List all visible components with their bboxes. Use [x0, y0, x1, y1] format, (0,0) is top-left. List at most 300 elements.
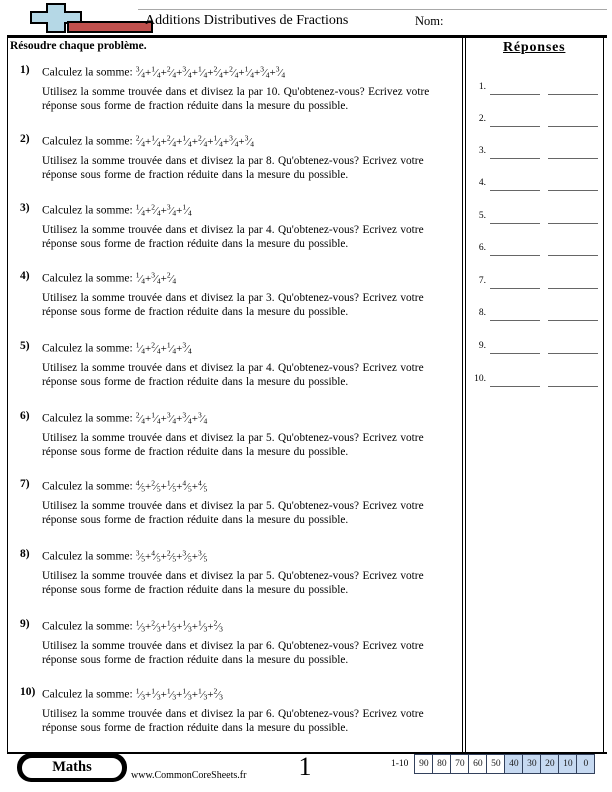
- fraction: [197, 548, 208, 563]
- fraction: [135, 133, 146, 148]
- plus-sign: +: [176, 688, 183, 701]
- plus-sign: +: [145, 66, 152, 79]
- fraction-expression: [135, 618, 223, 633]
- fraction-slash: ⁄: [217, 135, 220, 148]
- fraction-slash: ⁄: [186, 550, 188, 563]
- plus-sign: +: [145, 342, 152, 355]
- fraction-expression: [135, 64, 286, 79]
- fraction-numerator: 3: [182, 340, 187, 349]
- fraction-slash: ⁄: [155, 688, 157, 701]
- fraction-numerator: 1: [135, 202, 140, 211]
- fraction-denominator: 4: [265, 70, 270, 79]
- fraction-denominator: 5: [141, 554, 146, 563]
- plus-sign: +: [176, 204, 183, 217]
- fraction-numerator: 2: [135, 133, 140, 142]
- fraction-slash: ⁄: [201, 550, 204, 563]
- problem-prompt: Calculez la somme:: [42, 412, 133, 425]
- fraction-slash: ⁄: [139, 342, 142, 355]
- fraction-slash: ⁄: [155, 272, 157, 285]
- fraction-denominator: 4: [187, 139, 192, 148]
- fraction: [135, 202, 146, 217]
- fraction-slash: ⁄: [155, 550, 157, 563]
- fraction-numerator: 1: [213, 133, 218, 142]
- problem-instruction-line1: Utilisez la somme trouvée dans et divisez la par 5. Qu'obtenez-vous? Ecrivez votre: [42, 570, 424, 582]
- fraction-numerator: 3: [182, 410, 187, 419]
- fraction-denominator: 4: [172, 416, 177, 425]
- score-cell-10: 10: [558, 754, 577, 774]
- answer-blank-1: [490, 223, 540, 224]
- fraction-slash: ⁄: [170, 480, 173, 493]
- answer-blank-1: [490, 255, 540, 256]
- plus-sign: +: [145, 688, 152, 701]
- fraction-denominator: 4: [172, 70, 177, 79]
- problem-body: [42, 686, 458, 736]
- fraction-denominator: 3: [219, 692, 223, 701]
- fraction-denominator: 4: [281, 70, 286, 79]
- fraction: [244, 64, 254, 79]
- fraction-slash: ⁄: [186, 412, 188, 425]
- fraction-slash: ⁄: [170, 620, 173, 633]
- fraction: [182, 548, 192, 563]
- fraction-expression: [135, 202, 192, 217]
- fraction-denominator: 3: [172, 624, 177, 633]
- answers-title: Réponses: [503, 40, 566, 55]
- problem-instruction-line2: réponse sous forme de fraction réduite dans la mesure du possible.: [42, 584, 349, 597]
- fraction: [135, 548, 146, 563]
- answer-blank-2: [548, 353, 598, 354]
- fraction-slash: ⁄: [139, 620, 142, 633]
- fraction: [182, 64, 192, 79]
- fraction-numerator: 1: [197, 618, 202, 627]
- problem-body: [42, 133, 458, 183]
- problem-4: [20, 270, 458, 320]
- fraction-numerator: 3: [182, 548, 187, 557]
- plus-sign: +: [222, 135, 230, 148]
- answer-blank-2: [548, 126, 598, 127]
- fraction-slash: ⁄: [170, 135, 173, 148]
- problem-instruction-line1: Utilisez la somme trouvée dans et divisez la par 3. Qu'obtenez-vous? Ecrivez votre: [42, 292, 424, 304]
- problem-number: 8): [20, 548, 30, 560]
- plus-sign: +: [160, 550, 167, 563]
- fraction-denominator: 4: [234, 139, 239, 148]
- header-top-rule: [138, 9, 607, 10]
- fraction-numerator: 2: [151, 202, 156, 211]
- plus-sign: +: [145, 620, 152, 633]
- problem-prompt: Calculez la somme:: [42, 550, 133, 563]
- answer-blank-1: [490, 190, 540, 191]
- fraction-numerator: 2: [166, 270, 171, 279]
- answer-blank-2: [548, 255, 598, 256]
- page-right-border: [603, 36, 604, 753]
- score-cell-70: 70: [450, 754, 469, 774]
- plus-sign: +: [176, 550, 183, 563]
- fraction: [244, 133, 254, 148]
- problem-instruction-line1: Utilisez la somme trouvée dans et divisez la par 8. Qu'obtenez-vous? Ecrivez votre: [42, 155, 424, 167]
- fraction-slash: ⁄: [186, 135, 188, 148]
- plus-sign: +: [207, 66, 214, 79]
- sum-prompt-line: [42, 478, 458, 495]
- answer-number: 7.: [478, 276, 486, 286]
- fraction: [213, 133, 223, 148]
- fraction-numerator: 2: [151, 618, 156, 627]
- fraction: [197, 686, 208, 701]
- fraction-denominator: 4: [141, 70, 146, 79]
- answer-row-3: [470, 146, 604, 166]
- problem-prompt: Calculez la somme:: [42, 204, 133, 217]
- fraction: [166, 478, 177, 493]
- fraction-denominator: 4: [141, 346, 146, 355]
- fraction-numerator: 3: [166, 202, 171, 211]
- fraction-numerator: 4: [151, 548, 156, 557]
- fraction-slash: ⁄: [139, 272, 142, 285]
- answer-number: 1.: [478, 82, 486, 92]
- fraction-denominator: 4: [156, 139, 161, 148]
- problem-8: [20, 548, 458, 598]
- fraction-slash: ⁄: [201, 135, 204, 148]
- fraction-numerator: 3: [275, 64, 280, 73]
- fraction-numerator: 1: [135, 340, 140, 349]
- answer-blank-2: [548, 190, 598, 191]
- fraction: [151, 410, 161, 425]
- fraction-numerator: 2: [229, 64, 233, 73]
- fraction-denominator: 3: [172, 692, 177, 701]
- fraction-denominator: 4: [187, 416, 192, 425]
- fraction-slash: ⁄: [155, 620, 157, 633]
- fraction: [182, 478, 192, 493]
- fraction-slash: ⁄: [186, 688, 188, 701]
- fraction-numerator: 4: [197, 478, 202, 487]
- fraction-slash: ⁄: [155, 204, 157, 217]
- plus-sign: +: [176, 412, 183, 425]
- fraction-numerator: 1: [182, 618, 187, 627]
- fraction-slash: ⁄: [201, 66, 204, 79]
- problem-prompt: Calculez la somme:: [42, 66, 133, 79]
- fraction: [166, 270, 177, 285]
- fraction-denominator: 4: [203, 139, 208, 148]
- fraction: [151, 133, 161, 148]
- problem-instruction-line1: Utilisez la somme trouvée dans et divisez la par 6. Qu'obtenez-vous? Ecrivez votre: [42, 640, 424, 652]
- fraction: [151, 478, 161, 493]
- fraction-denominator: 4: [156, 276, 161, 285]
- fraction-denominator: 4: [141, 416, 146, 425]
- fraction-denominator: 3: [203, 624, 208, 633]
- fraction-slash: ⁄: [155, 135, 157, 148]
- answer-blank-1: [490, 320, 540, 321]
- fraction-denominator: 4: [156, 416, 161, 425]
- answer-row-1: [470, 82, 604, 102]
- answer-blank-2: [548, 288, 598, 289]
- plus-sign: +: [207, 620, 214, 633]
- answer-row-2: [470, 114, 604, 134]
- fraction: [197, 478, 208, 493]
- problem-body: [42, 270, 458, 320]
- fraction-numerator: 3: [197, 548, 202, 557]
- fraction: [151, 340, 161, 355]
- fraction-denominator: 4: [250, 139, 254, 148]
- fraction-numerator: 1: [197, 64, 202, 73]
- fraction-slash: ⁄: [139, 480, 142, 493]
- problem-1: [20, 64, 458, 114]
- problem-body: [42, 618, 458, 668]
- fraction-slash: ⁄: [170, 412, 173, 425]
- plus-sign: +: [145, 204, 152, 217]
- fraction-slash: ⁄: [201, 620, 204, 633]
- problem-7: [20, 478, 458, 528]
- fraction-slash: ⁄: [155, 342, 157, 355]
- answer-row-9: [470, 341, 604, 361]
- fraction-slash: ⁄: [217, 620, 220, 633]
- page-number: 1: [298, 752, 312, 781]
- fraction-denominator: 3: [187, 692, 192, 701]
- problem-body: [42, 548, 458, 598]
- fraction-slash: ⁄: [186, 342, 188, 355]
- name-label: Nom:: [415, 14, 444, 28]
- fraction-denominator: 4: [203, 70, 208, 79]
- plus-sign: +: [160, 272, 167, 285]
- fraction-expression: [135, 410, 208, 425]
- problem-instruction-line2: réponse sous forme de fraction réduite dans la mesure du possible.: [42, 514, 349, 527]
- fraction-numerator: 2: [166, 64, 171, 73]
- fraction-numerator: 4: [135, 478, 140, 487]
- fraction-slash: ⁄: [186, 480, 188, 493]
- fraction-numerator: 1: [182, 686, 187, 695]
- fraction: [151, 548, 161, 563]
- fraction: [151, 64, 161, 79]
- fraction-denominator: 3: [187, 624, 192, 633]
- fraction-denominator: 4: [172, 346, 177, 355]
- answer-blank-1: [490, 126, 540, 127]
- answer-blank-2: [548, 158, 598, 159]
- plus-sign: +: [160, 204, 167, 217]
- fraction-slash: ⁄: [139, 66, 142, 79]
- sum-prompt-line: [42, 133, 458, 150]
- fraction: [182, 686, 192, 701]
- plus-sign: +: [253, 66, 261, 79]
- problem-number: 4): [20, 270, 30, 282]
- fraction: [197, 410, 208, 425]
- fraction: [166, 133, 177, 148]
- problem-number: 2): [20, 133, 30, 145]
- problem-instruction-line2: réponse sous forme de fraction réduite dans la mesure du possible.: [42, 376, 349, 389]
- sum-prompt-line: [42, 548, 458, 565]
- plus-sign: +: [191, 550, 198, 563]
- fraction-denominator: 3: [203, 692, 208, 701]
- fraction: [151, 202, 161, 217]
- plus-sign: +: [145, 135, 152, 148]
- fraction-numerator: 1: [135, 618, 140, 627]
- fraction-numerator: 2: [166, 133, 171, 142]
- answer-row-5: [470, 211, 604, 231]
- plus-sign: +: [176, 480, 183, 493]
- subject-label: Maths: [21, 757, 123, 779]
- fraction: [213, 64, 223, 79]
- fraction-slash: ⁄: [248, 66, 251, 79]
- problem-instruction-line2: réponse sous forme de fraction réduite dans la mesure du possible.: [42, 654, 349, 667]
- math-plus-icon: [30, 2, 155, 34]
- problem-prompt: Calculez la somme:: [42, 480, 133, 493]
- problem-instruction-line1: Utilisez la somme trouvée dans et divisez la par 6. Qu'obtenez-vous? Ecrivez votre: [42, 708, 424, 720]
- problem-instruction-line2: réponse sous forme de fraction réduite dans la mesure du possible.: [42, 446, 349, 459]
- answer-blank-2: [548, 320, 598, 321]
- problem-number: 1): [20, 64, 30, 76]
- fraction-denominator: 3: [141, 624, 146, 633]
- plus-sign: +: [160, 620, 167, 633]
- problem-instruction-line2: réponse sous forme de fraction réduite dans la mesure du possible.: [42, 238, 349, 251]
- problem-number: 9): [20, 618, 30, 630]
- plus-sign: +: [191, 480, 198, 493]
- fraction-denominator: 4: [172, 276, 177, 285]
- fraction-denominator: 3: [156, 692, 161, 701]
- problem-instruction-line1: Utilisez la somme trouvée dans et divisez la par 4. Qu'obtenez-vous? Ecrivez votre: [42, 224, 424, 236]
- fraction-slash: ⁄: [170, 66, 173, 79]
- fraction: [166, 548, 177, 563]
- fraction-slash: ⁄: [201, 688, 204, 701]
- fraction-denominator: 4: [219, 139, 223, 148]
- fraction-slash: ⁄: [170, 688, 173, 701]
- fraction-denominator: 4: [141, 139, 146, 148]
- answer-number: 10.: [474, 374, 486, 384]
- fraction-numerator: 3: [166, 410, 171, 419]
- fraction-slash: ⁄: [155, 66, 157, 79]
- plus-sign: +: [145, 550, 152, 563]
- sum-prompt-line: [42, 270, 458, 287]
- fraction-numerator: 1: [182, 202, 187, 211]
- fraction: [135, 270, 146, 285]
- fraction-numerator: 1: [151, 686, 156, 695]
- problem-number: 6): [20, 410, 30, 422]
- fraction-numerator: 2: [151, 478, 156, 487]
- fraction-denominator: 4: [203, 416, 208, 425]
- fraction-slash: ⁄: [201, 412, 204, 425]
- problem-2: [20, 133, 458, 183]
- plus-sign: +: [222, 66, 230, 79]
- fraction-numerator: 2: [151, 340, 156, 349]
- fraction-numerator: 2: [213, 686, 218, 695]
- fraction: [135, 686, 146, 701]
- problem-instruction-line2: réponse sous forme de fraction réduite dans la mesure du possible.: [42, 722, 349, 735]
- fraction-slash: ⁄: [170, 342, 173, 355]
- problem-instruction-line1: Utilisez la somme trouvée dans et divisez la par 5. Qu'obtenez-vous? Ecrivez votre: [42, 432, 424, 444]
- fraction-numerator: 1: [166, 618, 171, 627]
- answer-number: 4.: [478, 178, 486, 188]
- answer-number: 9.: [478, 341, 486, 351]
- fraction-denominator: 5: [187, 484, 192, 493]
- fraction-expression: [135, 548, 208, 563]
- score-cell-80: 80: [432, 754, 451, 774]
- fraction-numerator: 1: [197, 686, 202, 695]
- answer-row-7: [470, 276, 604, 296]
- fraction-numerator: 1: [151, 133, 156, 142]
- problem-instruction-line2: réponse sous forme de fraction réduite dans la mesure du possible.: [42, 100, 349, 113]
- fraction-numerator: 3: [182, 64, 187, 73]
- fraction-slash: ⁄: [232, 135, 235, 148]
- plus-sign: +: [207, 688, 214, 701]
- fraction-slash: ⁄: [139, 204, 142, 217]
- plus-sign: +: [191, 66, 198, 79]
- answer-row-4: [470, 178, 604, 198]
- fraction: [166, 64, 177, 79]
- answer-number: 3.: [478, 146, 486, 156]
- fraction: [135, 340, 146, 355]
- plus-sign: +: [207, 135, 214, 148]
- fraction: [166, 202, 177, 217]
- answer-row-10: [470, 374, 604, 394]
- plus-sign: +: [191, 412, 198, 425]
- fraction: [182, 340, 192, 355]
- fraction-numerator: 3: [229, 133, 233, 142]
- answer-number: 2.: [478, 114, 486, 124]
- fraction-numerator: 3: [244, 133, 249, 142]
- fraction-expression: [135, 270, 177, 285]
- problem-9: [20, 618, 458, 668]
- problem-10: [20, 686, 458, 736]
- answer-blank-2: [548, 386, 598, 387]
- fraction: [182, 618, 192, 633]
- fraction: [151, 270, 161, 285]
- plus-sign: +: [238, 66, 245, 79]
- fraction-slash: ⁄: [139, 688, 142, 701]
- fraction: [135, 618, 146, 633]
- answer-row-8: [470, 308, 604, 328]
- plus-sign: +: [238, 135, 245, 148]
- fraction-slash: ⁄: [170, 550, 173, 563]
- problem-prompt: Calculez la somme:: [42, 272, 133, 285]
- answer-blank-1: [490, 94, 540, 95]
- sum-prompt-line: [42, 618, 458, 635]
- fraction-slash: ⁄: [139, 412, 142, 425]
- fraction: [182, 410, 192, 425]
- fraction-numerator: 1: [151, 410, 156, 419]
- plus-sign: +: [191, 620, 198, 633]
- fraction-expression: [135, 686, 223, 701]
- fraction: [166, 686, 177, 701]
- problem-number: 3): [20, 202, 30, 214]
- fraction-denominator: 5: [156, 554, 161, 563]
- fraction-slash: ⁄: [186, 620, 188, 633]
- fraction: [166, 618, 177, 633]
- sum-prompt-line: [42, 410, 458, 427]
- fraction: [151, 618, 161, 633]
- fraction-numerator: 3: [135, 64, 140, 73]
- fraction: [166, 410, 177, 425]
- website-url: www.CommonCoreSheets.fr: [131, 770, 247, 781]
- score-cell-20: 20: [540, 754, 559, 774]
- problem-body: [42, 410, 458, 460]
- fraction-expression: [135, 133, 254, 148]
- problem-body: [42, 340, 458, 390]
- problem-body: [42, 202, 458, 252]
- answer-number: 6.: [478, 243, 486, 253]
- fraction-expression: [135, 478, 208, 493]
- fraction-slash: ⁄: [248, 135, 251, 148]
- fraction-numerator: 1: [166, 340, 171, 349]
- score-cell-40: 40: [504, 754, 523, 774]
- problem-prompt: Calculez la somme:: [42, 342, 133, 355]
- problem-instruction-line2: réponse sous forme de fraction réduite dans la mesure du possible.: [42, 169, 349, 182]
- fraction-denominator: 3: [156, 624, 161, 633]
- fraction-slash: ⁄: [232, 66, 235, 79]
- fraction: [213, 686, 223, 701]
- problem-5: [20, 340, 458, 390]
- plus-sign: +: [145, 480, 152, 493]
- fraction: [151, 686, 161, 701]
- fraction-denominator: 4: [156, 346, 161, 355]
- fraction-slash: ⁄: [139, 135, 142, 148]
- fraction-denominator: 4: [219, 70, 223, 79]
- answer-blank-1: [490, 158, 540, 159]
- fraction-denominator: 4: [141, 276, 146, 285]
- fraction-denominator: 4: [156, 70, 161, 79]
